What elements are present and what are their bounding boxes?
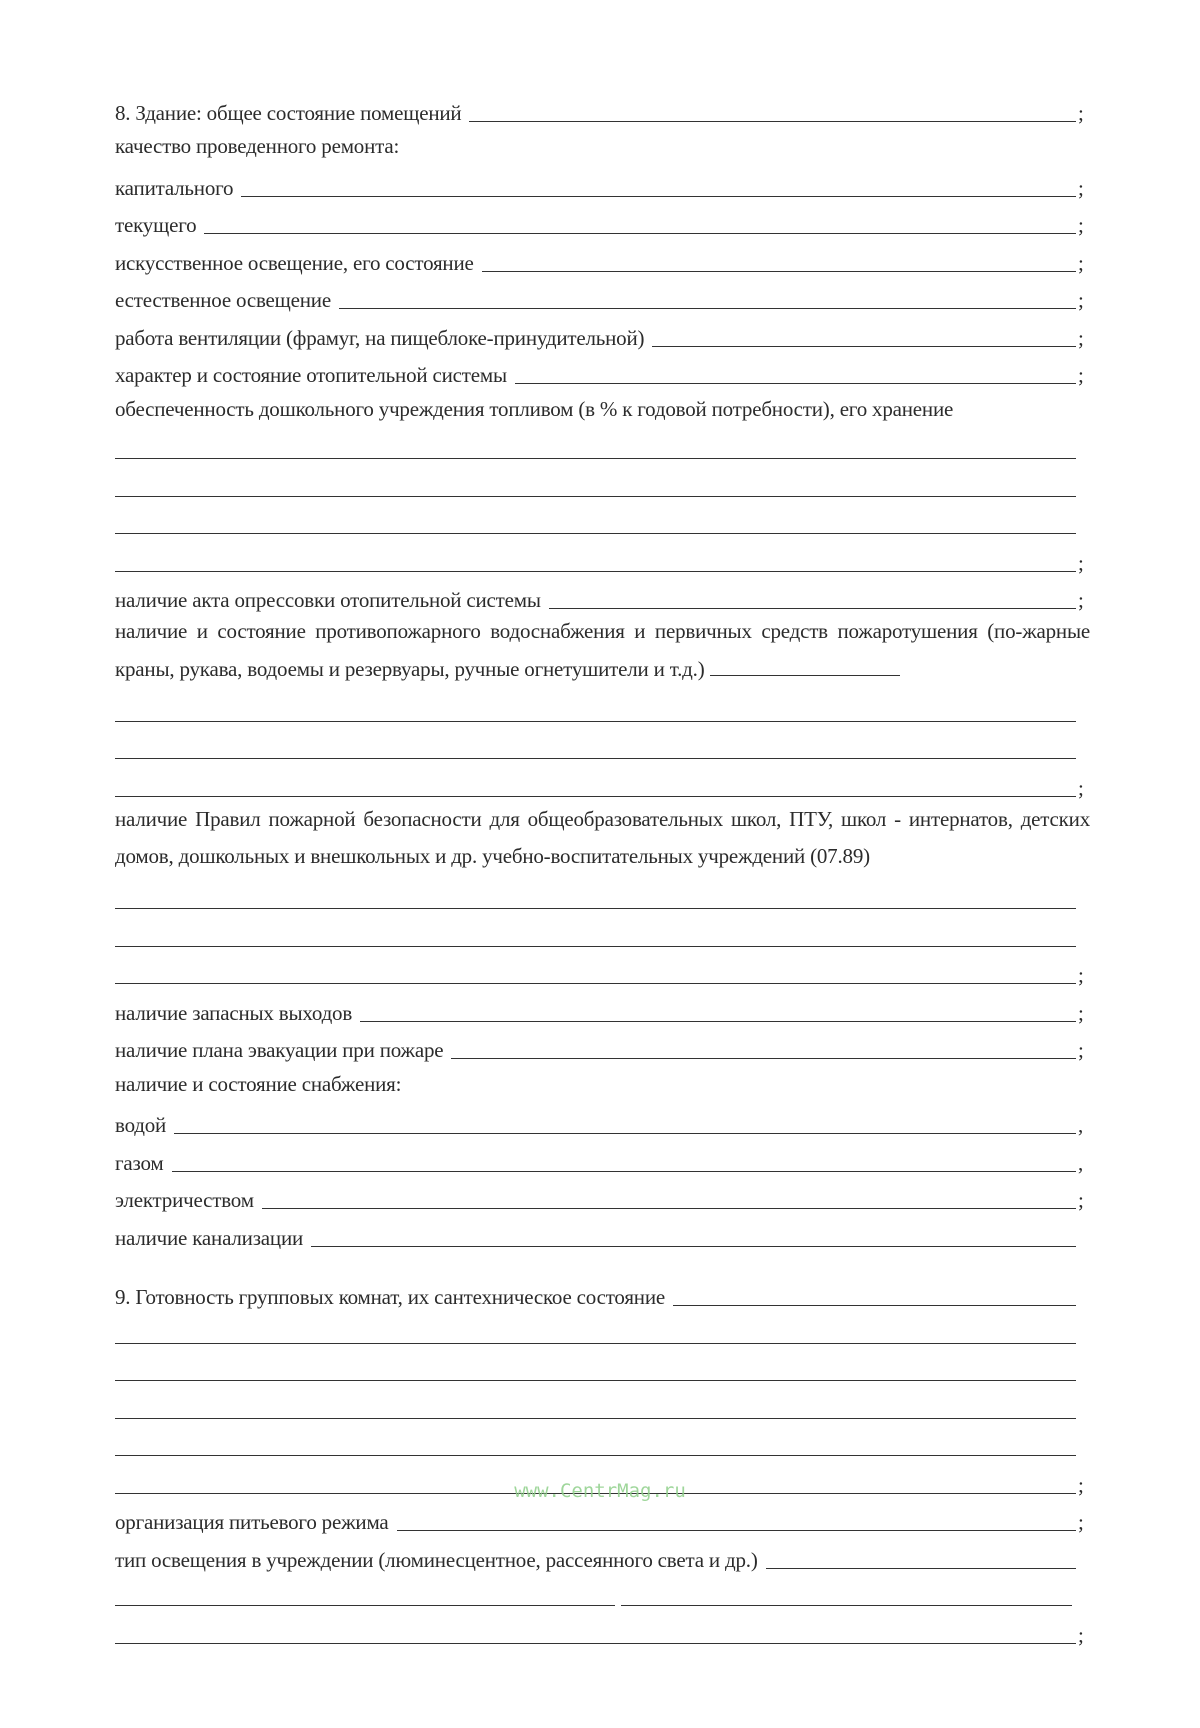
ventilation-field[interactable] bbox=[652, 322, 1076, 347]
fire-water-label: наличие и состояние противопожарного водоснабжения и первичных средств пожаротушения (по-жарные краны, рукава, водоемы и резервуары, ручные огнетушители и т.д.) bbox=[115, 619, 1090, 681]
fill-line bbox=[115, 1619, 1076, 1644]
water-field[interactable] bbox=[174, 1109, 1076, 1134]
punct: ; bbox=[1078, 1472, 1084, 1497]
punct: ; bbox=[1078, 325, 1084, 350]
natural-light-row bbox=[115, 276, 1090, 314]
lighting-type-field[interactable] bbox=[766, 1544, 1076, 1569]
emergency-exits-row bbox=[115, 988, 1090, 1026]
sewerage-label: наличие канализации bbox=[115, 1225, 304, 1250]
lighting-type-row bbox=[115, 1535, 1090, 1573]
capital-repair-label: капитального bbox=[115, 175, 234, 200]
section-gap bbox=[115, 1251, 1090, 1273]
fill-line bbox=[115, 1431, 1076, 1456]
watermark: www.CentrMag.ru bbox=[514, 1480, 686, 1502]
punct: , bbox=[1078, 1113, 1084, 1137]
fire-rules-field-line[interactable] bbox=[115, 876, 1090, 914]
fill-line bbox=[115, 734, 1076, 759]
fuel-field-line[interactable] bbox=[115, 463, 1090, 501]
fuel-field-line[interactable] bbox=[115, 501, 1090, 539]
supply-label: наличие и состояние снабжения: bbox=[115, 1071, 402, 1096]
punct: ; bbox=[1078, 775, 1084, 800]
heating-label: характер и состояние отопительной системы bbox=[115, 363, 507, 387]
drinking-field[interactable] bbox=[397, 1506, 1076, 1531]
fuel-field-line[interactable] bbox=[115, 426, 1090, 464]
rooms-field[interactable] bbox=[673, 1281, 1076, 1306]
rooms-field-line[interactable] bbox=[115, 1348, 1090, 1386]
evacuation-plan-field[interactable] bbox=[451, 1034, 1076, 1059]
fuel-label: обеспеченность дошкольного учреждения топливом (в % к годовой потребности), его хранение bbox=[115, 396, 954, 421]
current-repair-field[interactable] bbox=[204, 209, 1076, 234]
lighting-type-field-left[interactable] bbox=[115, 1581, 615, 1606]
fill-line bbox=[115, 1356, 1076, 1381]
fill-line bbox=[115, 434, 1076, 459]
building-state-row bbox=[115, 88, 1090, 126]
fill-line bbox=[115, 772, 1076, 797]
punct: ; bbox=[1078, 288, 1084, 312]
fill-line bbox=[115, 1469, 1076, 1494]
ventilation-label: работа вентиляции (фрамуг, на пищеблоке-принудительной) bbox=[115, 325, 645, 350]
water-label: водой bbox=[115, 1113, 167, 1137]
punct: ; bbox=[1078, 213, 1084, 237]
rooms-field-line[interactable] bbox=[115, 1385, 1090, 1423]
electricity-row bbox=[115, 1176, 1090, 1214]
fuel-field-line[interactable] bbox=[115, 538, 1090, 576]
punct: ; bbox=[1078, 1510, 1084, 1534]
electricity-field[interactable] bbox=[262, 1184, 1076, 1209]
rooms-field-line[interactable] bbox=[115, 1310, 1090, 1348]
current-repair-label: текущего bbox=[115, 213, 197, 237]
artificial-light-field[interactable] bbox=[482, 247, 1076, 272]
rooms-row bbox=[115, 1273, 1090, 1311]
fire-water-field-line[interactable] bbox=[115, 688, 1090, 726]
evacuation-plan-row bbox=[115, 1026, 1090, 1064]
punct: ; bbox=[1078, 963, 1084, 987]
emergency-exits-label: наличие запасных выходов bbox=[115, 1000, 353, 1025]
pressure-test-label: наличие акта опрессовки отопительной системы bbox=[115, 588, 541, 612]
fill-line bbox=[115, 922, 1076, 947]
emergency-exits-field[interactable] bbox=[360, 997, 1076, 1022]
fill-line bbox=[115, 959, 1076, 984]
repair-quality-label: качество проведенного ремонта: bbox=[115, 134, 400, 158]
lighting-type-split-line bbox=[115, 1573, 1090, 1611]
sewerage-row bbox=[115, 1213, 1090, 1251]
rooms-field-line[interactable] bbox=[115, 1460, 1090, 1498]
natural-light-label: естественное освещение bbox=[115, 288, 331, 312]
water-row bbox=[115, 1101, 1090, 1139]
building-state-label: 8. Здание: общее состояние помещений bbox=[115, 100, 462, 125]
punct: ; bbox=[1078, 363, 1084, 387]
fire-water-paragraph bbox=[115, 613, 1090, 688]
fill-line bbox=[115, 697, 1076, 722]
rooms-label: 9. Готовность групповых комнат, их сантехническое состояние bbox=[115, 1285, 665, 1309]
building-state-field[interactable] bbox=[469, 97, 1076, 122]
fire-water-field-line[interactable] bbox=[115, 763, 1090, 801]
electricity-label: электричеством bbox=[115, 1188, 254, 1212]
fill-line bbox=[115, 1394, 1076, 1419]
drinking-row bbox=[115, 1498, 1090, 1536]
punct: ; bbox=[1078, 1000, 1084, 1025]
punct: , bbox=[1078, 1150, 1084, 1175]
punct: ; bbox=[1078, 588, 1084, 612]
punct: ; bbox=[1078, 1622, 1084, 1647]
current-repair-row bbox=[115, 201, 1090, 239]
fill-line bbox=[115, 472, 1076, 497]
capital-repair-field[interactable] bbox=[241, 172, 1076, 197]
pressure-test-field[interactable] bbox=[549, 584, 1076, 609]
artificial-light-row bbox=[115, 238, 1090, 276]
capital-repair-row bbox=[115, 163, 1090, 201]
fill-line bbox=[115, 547, 1076, 572]
form-page bbox=[115, 88, 1090, 1648]
fire-water-inline-field[interactable] bbox=[710, 655, 900, 676]
gas-row bbox=[115, 1138, 1090, 1176]
gas-label: газом bbox=[115, 1150, 164, 1175]
pressure-test-row bbox=[115, 576, 1090, 614]
sewerage-field[interactable] bbox=[311, 1222, 1076, 1247]
punct: ; bbox=[1078, 100, 1084, 125]
ventilation-row bbox=[115, 313, 1090, 351]
fill-line bbox=[115, 509, 1076, 534]
artificial-light-label: искусственное освещение, его состояние bbox=[115, 250, 474, 275]
fire-rules-field-line[interactable] bbox=[115, 913, 1090, 951]
lighting-type-label: тип освещения в учреждении (люминесцентное, рассеянного света и др.) bbox=[115, 1547, 758, 1572]
gas-field[interactable] bbox=[172, 1147, 1077, 1172]
drinking-label: организация питьевого режима bbox=[115, 1510, 389, 1534]
punct: ; bbox=[1078, 1188, 1084, 1212]
fire-rules-field-line[interactable] bbox=[115, 951, 1090, 989]
lighting-type-field-right[interactable] bbox=[621, 1581, 1072, 1606]
punct: ; bbox=[1078, 1038, 1084, 1062]
heating-field[interactable] bbox=[515, 359, 1076, 384]
rooms-field-line[interactable] bbox=[115, 1423, 1090, 1461]
punct: ; bbox=[1078, 550, 1084, 575]
punct: ; bbox=[1078, 250, 1084, 275]
evacuation-plan-label: наличие плана эвакуации при пожаре bbox=[115, 1038, 444, 1062]
lighting-type-field-line[interactable] bbox=[115, 1610, 1090, 1648]
fill-line bbox=[115, 1319, 1076, 1344]
fire-rules-paragraph: наличие Правил пожарной безопасности для общеобразовательных школ, ПТУ, школ - интернатов, детских домов, дошкольных и внешкольных и др. учебно-воспитательных учреждений (07.89) bbox=[115, 806, 1090, 868]
natural-light-field[interactable] bbox=[339, 284, 1076, 309]
punct: ; bbox=[1078, 175, 1084, 200]
fill-line bbox=[115, 884, 1076, 909]
fire-water-field-line[interactable] bbox=[115, 726, 1090, 764]
heating-row bbox=[115, 351, 1090, 389]
